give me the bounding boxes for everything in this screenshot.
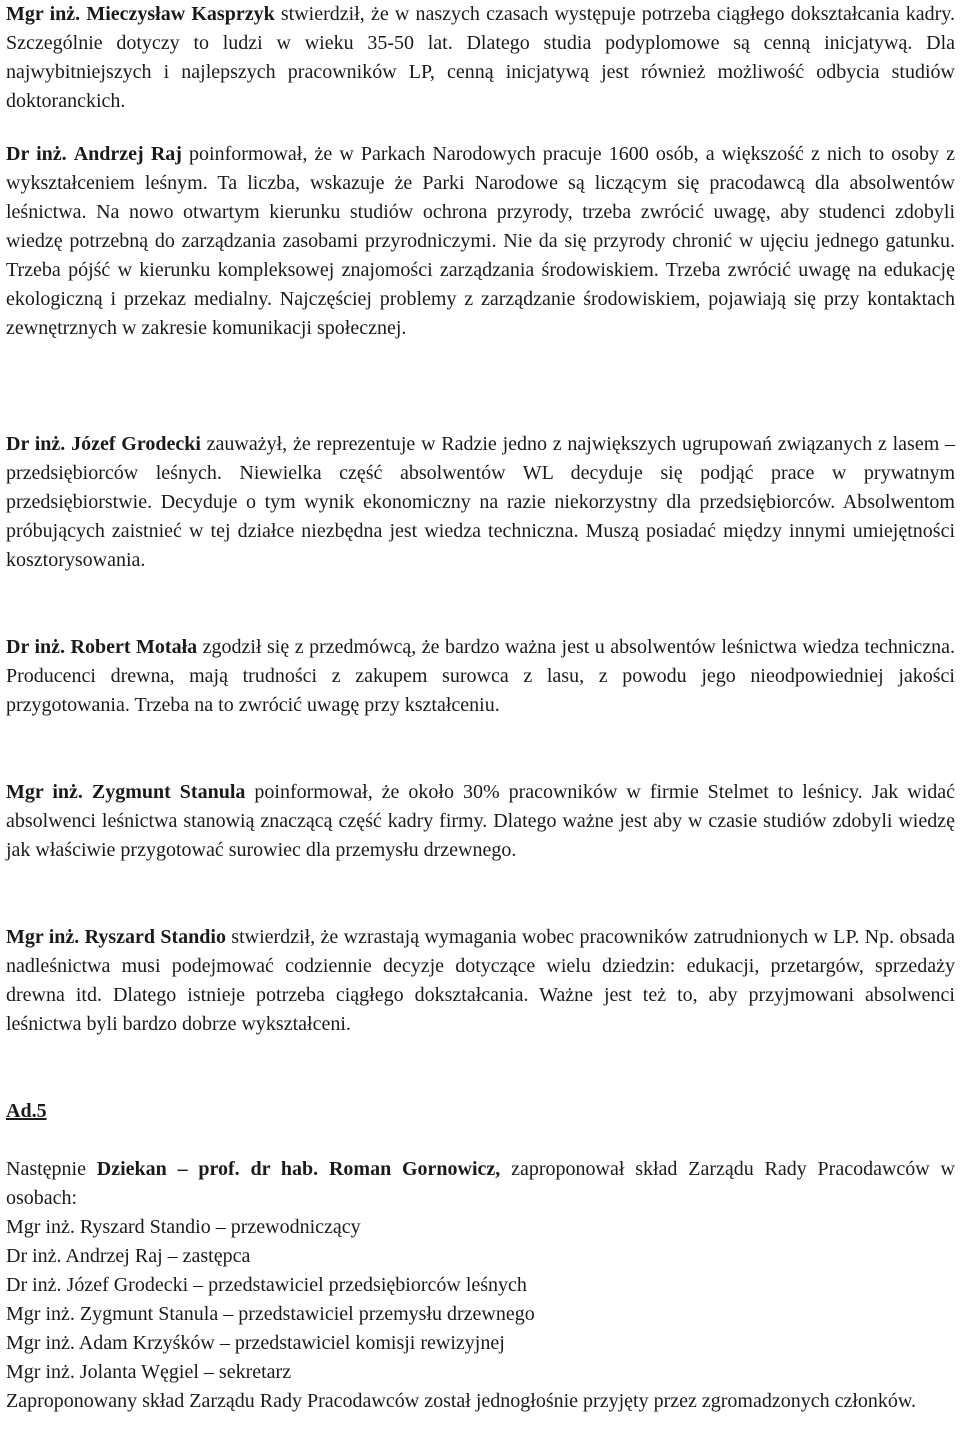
speaker-title: Mgr inż. [6,926,80,948]
speaker-title: Dr inż. [6,433,66,455]
paragraph-stanula [6,778,955,865]
board-member: Dr inż. Józef Grodecki – przedstawiciel przedsiębiorców leśnych [6,1274,527,1296]
speaker-title: Dr inż. [6,143,67,165]
board-intro-suffix: zaproponował skład Zarządu Rady Pracodawców w osobach: [6,1158,955,1209]
board-member: Mgr inż. Ryszard Standio – przewodniczący [6,1216,361,1238]
paragraph-text: zauważył, że reprezentuje w Radzie jedno z największych ugrupowań związanych z lasem – przedsiębiorców leśnych. Niewielka część absolwentów WL decyduje się podjąć prace w prywatnym przedsiębiorstwie. Decyduje o tym wynik ekonomiczny na razie niekorzystny dla przedsiębiorców. Absolwentom próbujących zaistnieć w tej działce niezbędna jest wiedza techniczna. Muszą posiadać między innymi umiejętności kosztorysowania. [6,433,956,571]
board-section [6,1155,955,1416]
paragraph-text: stwierdził, że w naszych czasach występuje potrzeba ciągłego dokształcania kadry. Szczególnie dotyczy to ludzi w wieku 35-50 lat. Dlatego studia podyplomowe są cenną inicjatywą. Dla najwybitniejszych i najlepszych pracowników LP, cenną inicjatywą jest również możliwość odbycia studiów doktoranckich. [6,3,955,112]
paragraph-text: stwierdził, że wzrastają wymagania wobec pracowników zatrudnionych w LP. Np. obsada nadleśnictwa musi podejmować codziennie decyzje dotyczące wielu dziedzin: edukacji, przetargów, sprzedaży drewna itd. Dlatego istnieje potrzeba ciągłego dokształcania. Ważne jest też to, aby przyjmowani absolwenci leśnictwa byli bardzo dobrze wykształceni. [6,926,955,1035]
paragraph-text: poinformował, że w Parkach Narodowych pracuje 1600 osób, a większość z nich to osoby z wykształceniem leśnym. Ta liczba, wskazuje że Parki Narodowe są liczącym się pracodawcą dla absolwentów leśnictwa. Na nowo otwartym kierunku studiów ochrona przyrody, trzeba zwrócić uwagę, aby studenci zdobyli wiedzę potrzebną do zarządzania zasobami przyrodniczymi. Nie da się przyrody chronić w ujęciu jednego gatunku. Trzeba pójść w kierunku kompleksowej znajomości zarządzania środowiskiem. Trzeba zwrócić uwagę na edukację ekologiczną i przekaz medialny. Najczęściej problemy z zarządzanie środowiskiem, pojawiają się przy kontaktach zewnętrznych w zakresie komunikacji społecznej. [6,143,955,339]
board-member: Mgr inż. Adam Krzyśków – przedstawiciel komisji rewizyjnej [6,1332,505,1354]
paragraph-raj [6,140,955,343]
speaker-name: Zygmunt Stanula [91,781,246,803]
paragraph-standio [6,923,955,1039]
board-intro-prefix: Następnie [6,1158,97,1180]
board-conclusion: Zaproponowany skład Zarządu Rady Pracodawców został jednogłośnie przyjęty przez zgromadzonych członków. [6,1390,917,1412]
paragraph-text: zgodził się z przedmówcą, że bardzo ważna jest u absolwentów leśnictwa wiedza techniczna. Producenci drewna, mają trudności z zakupem surowca z lasu, z powodu jego nieodpowiedniej jakości przygotowania. Trzeba na to zwrócić uwagę przy kształceniu. [6,636,956,716]
speaker-name: Andrzej Raj [73,143,182,165]
paragraph-grodecki [6,430,955,575]
board-member: Mgr inż. Jolanta Węgiel – sekretarz [6,1361,292,1383]
speaker-name: Ryszard Standio [84,926,226,948]
paragraph-text: poinformował, że około 30% pracowników w firmie Stelmet to leśnicy. Jak widać absolwenci leśnictwa stanowią znaczącą część kadry firmy. Dlatego ważne jest aby w czasie studiów zdobyli wiedzę jak właściwie przygotować surowiec dla przemysłu drzewnego. [6,781,956,861]
speaker-name: Mieczysław Kasprzyk [86,3,275,25]
speaker-title: Dr inż. [6,636,66,658]
speaker-title: Mgr inż. [6,3,81,25]
board-member: Mgr inż. Zygmunt Stanula – przedstawiciel przemysłu drzewnego [6,1303,535,1325]
speaker-name: Józef Grodecki [71,433,201,455]
speaker-title: Mgr inż. [6,781,83,803]
board-intro [6,1155,955,1213]
board-member: Dr inż. Andrzej Raj – zastępca [6,1245,251,1267]
paragraph-kasprzyk [6,0,955,116]
paragraph-motala [6,633,955,720]
speaker-name: Robert Motała [70,636,198,658]
dean-name: Dziekan – prof. dr hab. Roman Gornowicz, [96,1158,501,1180]
agenda-heading: Ad.5 [6,1100,47,1122]
